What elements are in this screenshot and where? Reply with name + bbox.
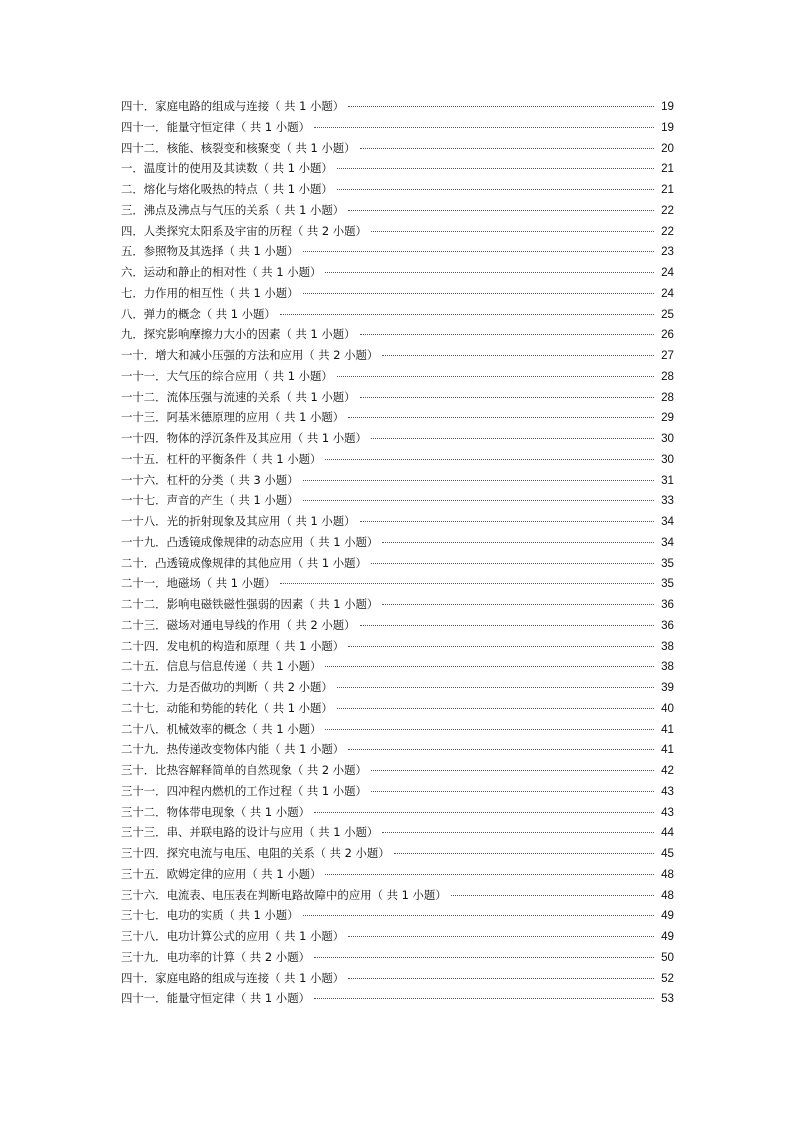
toc-entry-page-number: 49 — [661, 930, 674, 943]
toc-dot-leader — [314, 811, 654, 813]
toc-dot-leader — [303, 914, 654, 916]
toc-entry-page-number: 29 — [661, 411, 674, 425]
toc-entry-title: 一十三．阿基米德原理的应用（ 共 1 小题） — [121, 410, 345, 425]
toc-entry[interactable] — [121, 387, 674, 408]
toc-entry-title: 三十二．物体带电现象（ 共 1 小题） — [121, 804, 310, 819]
toc-entry[interactable] — [121, 822, 674, 843]
toc-entry[interactable] — [121, 968, 674, 989]
toc-entry[interactable] — [121, 449, 674, 470]
toc-entry[interactable] — [121, 262, 674, 283]
toc-entry-page-number: 28 — [661, 390, 674, 404]
toc-entry[interactable] — [121, 470, 674, 491]
toc-dot-leader — [325, 873, 654, 875]
toc-dot-leader — [348, 977, 654, 979]
toc-entry-title: 三十九．电功率的计算（ 共 2 小题） — [121, 949, 310, 964]
toc-entry-page-number: 22 — [661, 203, 674, 217]
toc-entry[interactable] — [121, 428, 674, 449]
toc-dot-leader — [371, 437, 654, 439]
toc-entry-page-number: 20 — [661, 141, 674, 155]
toc-dot-leader — [382, 831, 654, 833]
toc-entry-title: 五．参照物及其选择（ 共 1 小题） — [121, 244, 299, 259]
toc-entry-page-number: 45 — [661, 847, 674, 860]
toc-entry[interactable] — [121, 511, 674, 532]
toc-entry[interactable] — [121, 221, 674, 242]
toc-dot-leader — [360, 396, 654, 398]
toc-entry[interactable] — [121, 864, 674, 885]
toc-entry[interactable] — [121, 988, 674, 1009]
toc-dot-leader — [303, 292, 654, 294]
toc-entry-title: 三十八．电功计算公式的应用（ 共 1 小题） — [121, 929, 345, 943]
toc-entry[interactable] — [121, 200, 674, 221]
toc-dot-leader — [314, 126, 654, 128]
toc-entry[interactable] — [121, 781, 674, 802]
toc-dot-leader — [325, 458, 654, 460]
toc-entry-page-number: 36 — [661, 598, 674, 611]
toc-dot-leader — [371, 562, 654, 564]
table-of-contents — [121, 96, 674, 1009]
toc-dot-leader — [314, 956, 654, 958]
toc-entry[interactable] — [121, 594, 674, 615]
toc-entry-title: 三十六．电流表、电压表在判断电路故障中的应用（ 共 1 小题） — [121, 887, 447, 902]
toc-dot-leader — [348, 748, 654, 750]
toc-entry[interactable] — [121, 117, 674, 138]
toc-entry-title: 一十二．流体压强与流速的关系（ 共 1 小题） — [121, 389, 356, 404]
toc-entry-title: 二．熔化与熔化吸热的特点（ 共 1 小题） — [121, 182, 333, 196]
toc-dot-leader — [303, 250, 654, 252]
toc-dot-leader — [394, 852, 654, 854]
toc-entry-page-number: 52 — [661, 971, 674, 985]
toc-entry-page-number: 24 — [661, 286, 674, 300]
toc-dot-leader — [348, 416, 654, 418]
toc-dot-leader — [360, 624, 654, 626]
toc-dot-leader — [303, 499, 654, 501]
toc-entry-title: 三十三．串、并联电路的设计与应用（ 共 1 小题） — [121, 825, 379, 840]
toc-entry-page-number: 43 — [661, 805, 674, 819]
toc-dot-leader — [337, 167, 654, 169]
toc-entry-page-number: 22 — [661, 224, 674, 238]
toc-entry-page-number: 23 — [661, 245, 674, 259]
toc-dot-leader — [360, 147, 654, 149]
toc-dot-leader — [382, 603, 654, 605]
toc-entry-page-number: 35 — [661, 556, 674, 570]
toc-entry-page-number: 31 — [661, 473, 674, 487]
toc-dot-leader — [371, 230, 654, 232]
toc-entry[interactable] — [121, 656, 674, 677]
toc-entry-title: 一十六．杠杆的分类（ 共 3 小题） — [121, 472, 299, 487]
toc-entry-page-number: 39 — [661, 681, 674, 694]
toc-entry-page-number: 41 — [661, 722, 674, 736]
toc-entry-title: 三十四．探究电流与电压、电阻的关系（ 共 2 小题） — [121, 846, 390, 860]
toc-list — [121, 96, 674, 1009]
toc-entry-title: 三十五．欧姆定律的应用（ 共 1 小题） — [121, 866, 322, 881]
toc-entry[interactable] — [121, 926, 674, 947]
toc-entry-page-number: 30 — [661, 452, 674, 466]
toc-dot-leader — [303, 479, 654, 481]
toc-entry-page-number: 48 — [661, 867, 674, 881]
toc-entry-title: 一十七．声音的产生（ 共 1 小题） — [121, 493, 299, 508]
toc-entry[interactable] — [121, 677, 674, 698]
toc-dot-leader — [325, 665, 654, 667]
toc-dot-leader — [314, 997, 654, 999]
toc-dot-leader — [371, 769, 654, 771]
toc-entry[interactable] — [121, 324, 674, 345]
toc-entry-title: 三十七．电功的实质（ 共 1 小题） — [121, 908, 299, 923]
toc-entry[interactable] — [121, 241, 674, 262]
toc-entry-page-number: 50 — [661, 950, 674, 964]
toc-dot-leader — [360, 333, 654, 335]
toc-entry[interactable] — [121, 885, 674, 906]
toc-entry[interactable] — [121, 573, 674, 594]
toc-entry[interactable] — [121, 345, 674, 366]
toc-dot-leader — [348, 209, 654, 211]
toc-entry-page-number: 48 — [661, 888, 674, 902]
toc-entry[interactable] — [121, 615, 674, 636]
toc-entry-title: 六．运动和静止的相对性（ 共 1 小题） — [121, 265, 322, 279]
toc-entry-title: 七．力作用的相互性（ 共 1 小题） — [121, 285, 299, 300]
toc-entry-title: 二十六．力是否做功的判断（ 共 2 小题） — [121, 680, 333, 694]
toc-entry[interactable] — [121, 138, 674, 159]
toc-entry-page-number: 19 — [661, 100, 674, 113]
toc-entry-title: 一十九．凸透镜成像规律的动态应用（ 共 1 小题） — [121, 534, 379, 549]
toc-entry-page-number: 28 — [661, 369, 674, 383]
toc-entry[interactable] — [121, 802, 674, 823]
toc-entry-title: 二十八．机械效率的概念（ 共 1 小题） — [121, 721, 322, 736]
toc-entry-page-number: 49 — [661, 909, 674, 923]
toc-entry-title: 二十一．地磁场（ 共 1 小题） — [121, 576, 276, 591]
toc-entry-title: 八．弹力的概念（ 共 1 小题） — [121, 306, 276, 321]
toc-entry-title: 二十．凸透镜成像规律的其他应用（ 共 1 小题） — [121, 555, 367, 570]
toc-entry-page-number: 38 — [661, 660, 674, 674]
toc-entry[interactable] — [121, 843, 674, 864]
toc-entry-page-number: 21 — [661, 162, 674, 176]
toc-entry-title: 四十一．能量守恒定律（ 共 1 小题） — [121, 119, 310, 134]
toc-entry-title: 四十．家庭电路的组成与连接（ 共 1 小题） — [121, 970, 345, 985]
toc-dot-leader — [280, 313, 654, 315]
toc-dot-leader — [325, 271, 654, 273]
toc-entry[interactable] — [121, 905, 674, 926]
toc-dot-leader — [382, 354, 654, 356]
toc-entry-page-number: 27 — [661, 349, 674, 362]
toc-entry-page-number: 19 — [661, 120, 674, 134]
toc-entry[interactable] — [121, 947, 674, 968]
toc-dot-leader — [382, 541, 654, 543]
toc-entry-page-number: 41 — [661, 743, 674, 757]
toc-entry[interactable] — [121, 158, 674, 179]
toc-entry-page-number: 53 — [661, 992, 674, 1006]
toc-entry-title: 二十四．发电机的构造和原理（ 共 1 小题） — [121, 638, 345, 653]
toc-entry-page-number: 30 — [661, 432, 674, 445]
toc-entry-page-number: 35 — [661, 577, 674, 591]
toc-dot-leader — [337, 375, 654, 377]
toc-entry-page-number: 44 — [661, 826, 674, 840]
toc-entry-page-number: 34 — [661, 535, 674, 549]
toc-entry-page-number: 34 — [661, 515, 674, 528]
toc-dot-leader — [325, 728, 654, 730]
toc-entry-title: 九．探究影响摩擦力大小的因素（ 共 1 小题） — [121, 327, 356, 342]
toc-entry-title: 二十五．信息与信息传递（ 共 1 小题） — [121, 659, 322, 674]
toc-entry[interactable] — [121, 179, 674, 200]
toc-entry-title: 二十二．影响电磁铁磁性强弱的因素（ 共 1 小题） — [121, 597, 379, 611]
toc-entry[interactable] — [121, 96, 674, 117]
toc-dot-leader — [337, 707, 654, 709]
toc-entry-page-number: 43 — [661, 784, 674, 798]
toc-entry-page-number: 38 — [661, 639, 674, 653]
toc-dot-leader — [348, 105, 654, 107]
toc-entry-page-number: 21 — [661, 183, 674, 196]
toc-dot-leader — [360, 520, 654, 522]
toc-entry-title: 一十四．物体的浮沉条件及其应用（ 共 1 小题） — [121, 431, 367, 445]
toc-entry[interactable] — [121, 366, 674, 387]
toc-dot-leader — [337, 188, 654, 190]
toc-entry-page-number: 36 — [661, 618, 674, 632]
toc-entry-page-number: 40 — [661, 701, 674, 715]
toc-entry[interactable] — [121, 532, 674, 553]
toc-entry-title: 四．人类探究太阳系及宇宙的历程（ 共 2 小题） — [121, 223, 367, 238]
toc-entry-page-number: 24 — [661, 266, 674, 279]
toc-entry-title: 二十七．动能和势能的转化（ 共 1 小题） — [121, 700, 333, 715]
toc-entry-title: 四十一．能量守恒定律（ 共 1 小题） — [121, 991, 310, 1006]
toc-entry-title: 四十．家庭电路的组成与连接（ 共 1 小题） — [121, 99, 345, 113]
toc-entry[interactable] — [121, 283, 674, 304]
toc-entry-title: 三．沸点及沸点与气压的关系（ 共 1 小题） — [121, 202, 345, 217]
toc-dot-leader — [348, 935, 654, 937]
toc-dot-leader — [371, 790, 654, 792]
toc-entry[interactable] — [121, 553, 674, 574]
toc-entry-title: 三十．比热容解释简单的自然现象（ 共 2 小题） — [121, 763, 367, 777]
toc-entry[interactable] — [121, 760, 674, 781]
toc-entry[interactable] — [121, 407, 674, 428]
toc-entry-title: 三十一．四冲程内燃机的工作过程（ 共 1 小题） — [121, 783, 367, 798]
toc-entry-title: 一．温度计的使用及其读数（ 共 1 小题） — [121, 161, 333, 176]
toc-entry[interactable] — [121, 698, 674, 719]
toc-entry-title: 四十二．核能、核裂变和核聚变（ 共 1 小题） — [121, 140, 356, 155]
toc-entry[interactable] — [121, 490, 674, 511]
toc-entry-title: 一十一．大气压的综合应用（ 共 1 小题） — [121, 368, 333, 383]
toc-entry-title: 一十五．杠杆的平衡条件（ 共 1 小题） — [121, 451, 322, 466]
toc-entry-title: 二十三．磁场对通电导线的作用（ 共 2 小题） — [121, 617, 356, 632]
toc-dot-leader — [451, 894, 654, 896]
toc-entry[interactable] — [121, 719, 674, 740]
toc-entry[interactable] — [121, 304, 674, 325]
toc-entry-title: 一十八．光的折射现象及其应用（ 共 1 小题） — [121, 514, 356, 528]
toc-entry-page-number: 25 — [661, 307, 674, 321]
toc-entry-page-number: 26 — [661, 328, 674, 342]
toc-entry[interactable] — [121, 636, 674, 657]
toc-dot-leader — [337, 686, 654, 688]
toc-entry[interactable] — [121, 739, 674, 760]
toc-entry-page-number: 42 — [661, 764, 674, 777]
toc-dot-leader — [348, 645, 654, 647]
toc-entry-title: 一十．增大和减小压强的方法和应用（ 共 2 小题） — [121, 348, 379, 362]
toc-entry-title: 二十九．热传递改变物体内能（ 共 1 小题） — [121, 742, 345, 757]
toc-dot-leader — [280, 582, 654, 584]
toc-entry-page-number: 33 — [661, 494, 674, 508]
